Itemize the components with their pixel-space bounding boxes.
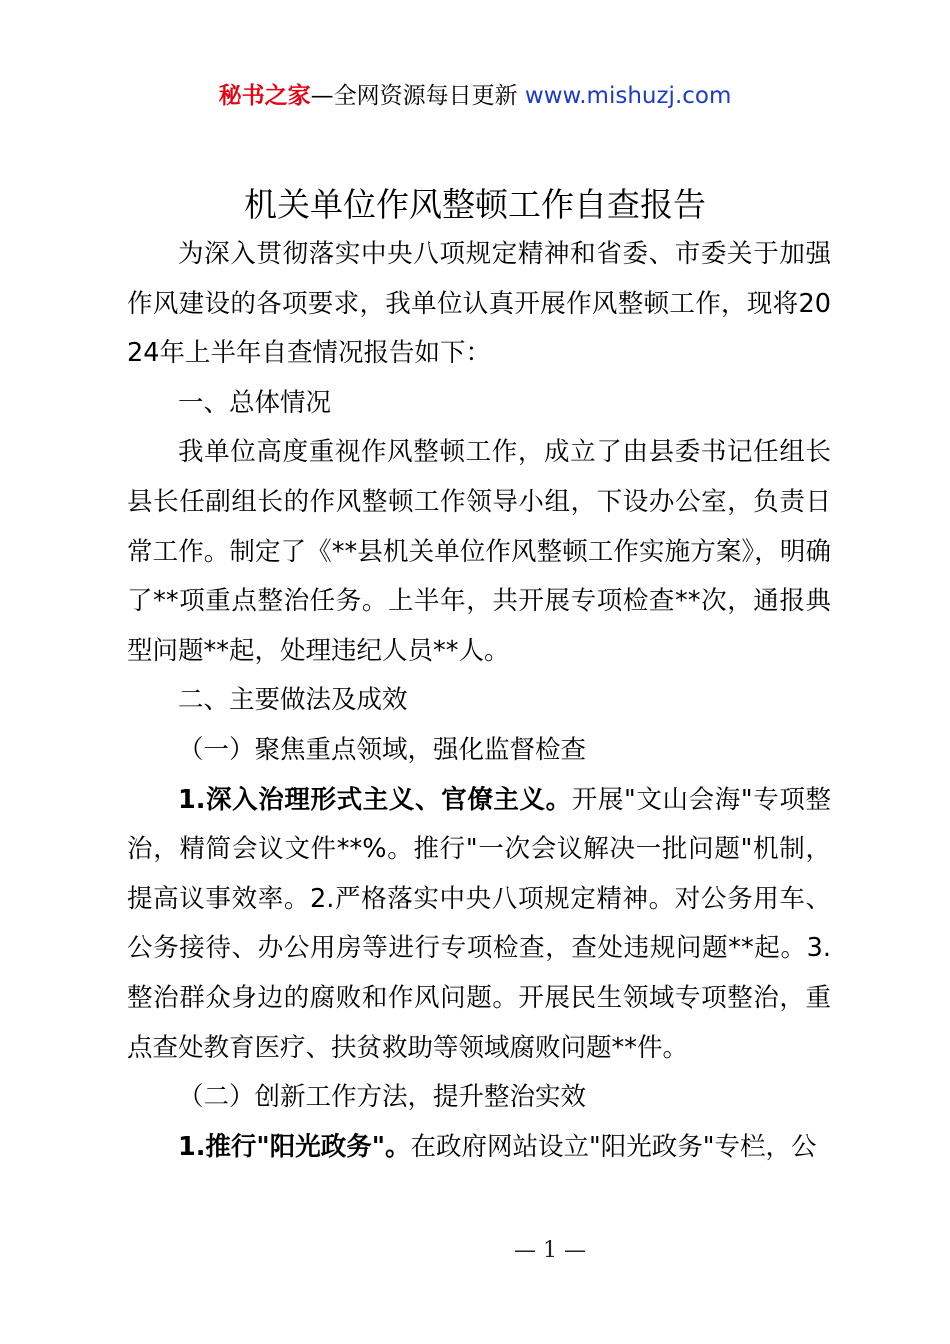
banner-tagline: —全网资源每日更新 [310, 83, 525, 109]
measures-text: 开展"文山会海"专项整治，精简会议文件**%。推行"一次会议解决一批问题"机制，提高议事效率。2.严格落实中央八项规定精神。对公务用车、公务接待、办公用房等进行专项检查，查处违规问题**起。3.整治群众身边的腐败和作风问题。开展民生领域专项整治，重点查处教育医疗、扶贫救助等领域腐败问题**件。 [127, 784, 831, 1063]
brand-name: 秘书之家 [218, 83, 311, 109]
overview-paragraph: 我单位高度重视作风整顿工作，成立了由县委书记任组长县长任副组长的作风整顿工作领导小组，下设办公室，负责日常工作。制定了《**县机关单位作风整顿工作实施方案》，明确了**项重点整治任务。上半年，共开展专项检查**次，通报典型问题**起，处理违纪人员**人。 [127, 437, 831, 666]
page-number: — 1 — [514, 1238, 586, 1263]
subsection-heading-1: （一）聚焦重点领域，强化监督检查 [178, 734, 587, 765]
subsection-heading-2: （二）创新工作方法，提升整治实效 [178, 1082, 587, 1113]
intro-paragraph: 为深入贯彻落实中央八项规定精神和省委、市委关于加强作风建设的各项要求，我单位认真开展作风整顿工作，现将2024年上半年自查情况报告如下： [127, 239, 831, 369]
measures-lead: 1.深入治理形式主义、官僚主义。 [178, 784, 572, 815]
measures-paragraph [127, 776, 831, 1074]
methods-text: 在政府网站设立"阳光政务"专栏，公 [410, 1131, 817, 1162]
document-title: 机关单位作风整顿工作自查报告 [244, 185, 706, 224]
methods-lead: 1.推行"阳光政务"。 [178, 1131, 411, 1162]
section-heading-1: 一、总体情况 [178, 387, 332, 418]
site-banner [0, 80, 950, 112]
section-heading-2: 二、主要做法及成效 [178, 685, 408, 716]
methods-paragraph [127, 1123, 831, 1173]
document-body [127, 230, 831, 1172]
site-url-link[interactable]: www.mishuzj.com [524, 83, 732, 109]
